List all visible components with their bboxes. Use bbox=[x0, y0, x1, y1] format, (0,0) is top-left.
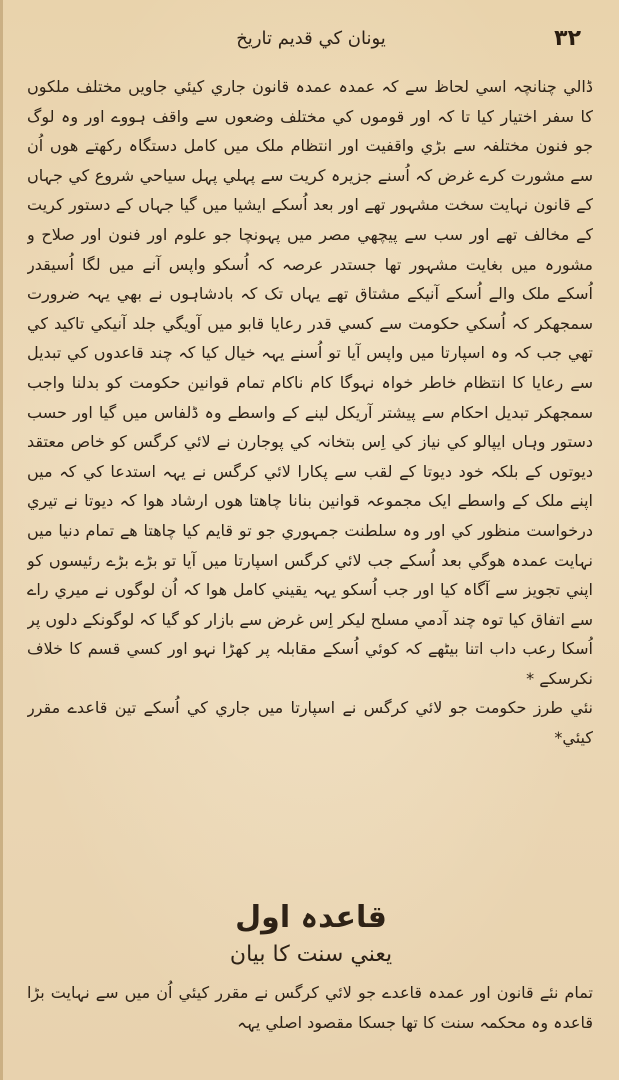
paragraph-2: نئي طرز حکومت جو لائي کرگس نے اسپارتا میں جاري کي اُسکے تین قاعدے مقرر کیئي* bbox=[27, 698, 593, 748]
chapter-heading: قاعدہ اول bbox=[235, 900, 387, 935]
running-header bbox=[23, 24, 599, 58]
chapter-subheading: یعني سنت کا بیان bbox=[229, 942, 393, 967]
page-number: ۳۲ bbox=[554, 26, 581, 51]
running-title: یونان کي قدیم تاریخ bbox=[236, 28, 386, 49]
closing-paragraph: تمام نئے قانون اور عمدہ قاعدے جو لائي کرگس نے مقرر کیئي اُن میں سے نہایت بڑا قاعدہ وہ محکمہ سنت کا تھا جسکا مقصود اصلي یہہ bbox=[27, 983, 593, 1032]
body-text bbox=[27, 72, 593, 872]
paragraph-1: ڈالي چنانچہ اسي لحاظ سے کہ عمدہ عمدہ قانون جاري کیئي جاویں مختلف ملکوں کا سفر اختیار کیا تا کہ اور قوموں کي مختلف وضعوں سے واقف ہووے اور وہ لوگ جو فنون مختلفہ سے بڑي واقفیت اور انتظام ملک میں کامل دستگاہ رکھتے ھوں اُن سے مشورت کرے غرض کہ اُسنے جزیرہ کریت سے پہلي پہل سیاحي شروع کي جہاں کے قانون نہایت سخت مشہور تھے اور بعد اُسکے ایشیا میں گیا جہاں کے دستور کریت کے مخالف تھے اور سب سے پیچھي مصر میں پہونچا جو علوم اور فنون اور صلاح و مشورہ میں بغایت مشہور تھا جستدر عرصہ کہ اُسکو واپس آنے میں لگا اُسیقدر اُسکے ملک والے اُسکے آنیکے مشتاق تھے یہاں تک کہ بادشاہوں نے بھي یہہ ضرورت سمجھکر کہ اُسکي حکومت سے کسي قدر رعایا قابو میں آویگي جلد آنیکي تاکید کي تھي جب کہ وہ اسپارتا میں واپس آیا تو اُسنے یہہ خیال کیا کہ چند قاعدوں کي تبدیل سے رعایا کا انتظام خاطر خواہ نہوگا کام ناکام تمام قوانین حکومت کو بدلنا واجب سمجھکر تبدیل احکام سے پیشتر آریکل لینے کے واسطے وہ ڈلفاس میں گیا اور حسب دستور وہاں ایپالو کي نیاز کي اِس بتخانہ کي پوجارن نے لائي کرگس کو خاص معتقد دیوتوں کے بلکہ خود دیوتا کے لقب سے پکارا لائي کرگس نے یہہ استدعا کي کہ میں اپنے ملک کے واسطے ایک مجموعہ قوانین بنانا چاھتا ھوں ارشاد ھوا کہ دیوتا نے تیري درخواست منظور کي اور وہ سلطنت جمہوري جو تو قایم کیا چاھتا ھے تمام دنیا میں نہایت عمدہ ھوگي بعد اُسکے جب لائي کرگس اسپارتا میں آیا تو بڑے بڑے رئیسوں کو اپني تجویز سے آگاہ کیا اور جب اُسکو یہہ یقیني کامل ھوا کہ اُن لوگوں نے میري راے سے اتفاق کیا توہ چند آدمي مسلح لیکر اِس غرض سے بازار کو گیا کہ لوگونکے دلوں پر اُسکا رعب داب اتنا بیٹھے کہ کوئي اُسکے مقابلہ پر کھڑا نہو اور کسي قسم کا خلاف نکرسکے * bbox=[27, 77, 593, 688]
